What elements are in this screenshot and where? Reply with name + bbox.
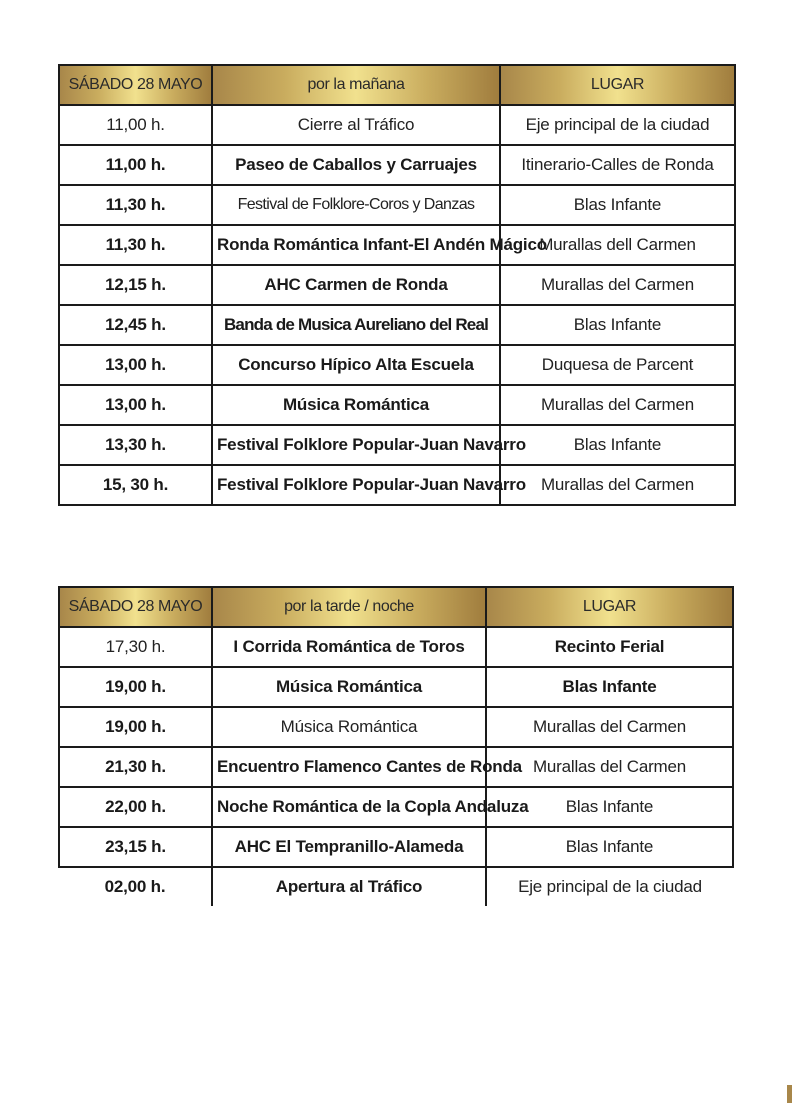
event-time: 23,15 h. [59, 827, 212, 867]
table-header-row [59, 65, 735, 105]
table-row [59, 265, 735, 305]
event-place: Murallas del Carmen [486, 707, 733, 747]
table-row [59, 385, 735, 425]
event-name: Encuentro Flamenco Cantes de Ronda [212, 747, 486, 787]
table-row [59, 707, 733, 747]
event-time: 15, 30 h. [59, 465, 212, 505]
evening-schedule-table [58, 586, 734, 906]
table-row [59, 225, 735, 265]
table-row [59, 185, 735, 225]
event-name: Música Romántica [212, 707, 486, 747]
event-place: Blas Infante [486, 827, 733, 867]
event-time: 19,00 h. [59, 667, 212, 707]
header-day: SÁBADO 28 MAYO [59, 587, 212, 627]
event-name: Apertura al Tráfico [212, 867, 486, 906]
event-name: Festival Folklore Popular-Juan Navarro [212, 465, 500, 505]
event-place: Blas Infante [500, 185, 735, 225]
table-row [59, 345, 735, 385]
event-time: 11,00 h. [59, 105, 212, 145]
event-time: 17,30 h. [59, 627, 212, 667]
event-time: 13,30 h. [59, 425, 212, 465]
event-time: 11,30 h. [59, 225, 212, 265]
header-day: SÁBADO 28 MAYO [59, 65, 212, 105]
header-place: LUGAR [500, 65, 735, 105]
event-place: Blas Infante [486, 787, 733, 827]
event-name: Banda de Musica Aureliano del Real [212, 305, 500, 345]
header-place: LUGAR [486, 587, 733, 627]
event-place: Eje principal de la ciudad [486, 867, 733, 906]
event-place: Duquesa de Parcent [500, 345, 735, 385]
table-row [59, 145, 735, 185]
event-time: 02,00 h. [59, 867, 212, 906]
event-place: Eje principal de la ciudad [500, 105, 735, 145]
event-place: Murallas dell Carmen [500, 225, 735, 265]
event-name: Cierre al Tráfico [212, 105, 500, 145]
event-name: Noche Romántica de la Copla Andaluza [212, 787, 486, 827]
table-row [59, 305, 735, 345]
event-time: 11,30 h. [59, 185, 212, 225]
event-name: AHC El Tempranillo-Alameda [212, 827, 486, 867]
event-place: Murallas del Carmen [500, 265, 735, 305]
event-name: Paseo de Caballos y Carruajes [212, 145, 500, 185]
event-place: Blas Infante [500, 425, 735, 465]
table-row [59, 627, 733, 667]
event-name: Festival de Folklore-Coros y Danzas [212, 185, 500, 225]
table-row [59, 465, 735, 505]
event-time: 13,00 h. [59, 345, 212, 385]
event-place: Murallas del Carmen [500, 385, 735, 425]
event-name: I Corrida Romántica de Toros [212, 627, 486, 667]
event-time: 19,00 h. [59, 707, 212, 747]
table-row [59, 105, 735, 145]
table-row [59, 747, 733, 787]
event-name: Música Romántica [212, 385, 500, 425]
event-time: 21,30 h. [59, 747, 212, 787]
event-name: Ronda Romántica Infant-El Andén Mágico [212, 225, 500, 265]
table-header-row [59, 587, 733, 627]
event-time: 12,15 h. [59, 265, 212, 305]
table-row [59, 667, 733, 707]
table-row [59, 425, 735, 465]
event-name: Música Romántica [212, 667, 486, 707]
event-name: Concurso Hípico Alta Escuela [212, 345, 500, 385]
table-row [59, 827, 733, 867]
page-edge-marker [787, 1085, 792, 1103]
event-name: AHC Carmen de Ronda [212, 265, 500, 305]
event-place: Murallas del Carmen [486, 747, 733, 787]
event-time: 12,45 h. [59, 305, 212, 345]
event-time: 13,00 h. [59, 385, 212, 425]
event-time: 22,00 h. [59, 787, 212, 827]
event-time: 11,00 h. [59, 145, 212, 185]
event-place: Blas Infante [500, 305, 735, 345]
header-period: por la mañana [212, 65, 500, 105]
event-place: Recinto Ferial [486, 627, 733, 667]
event-place: Itinerario-Calles de Ronda [500, 145, 735, 185]
morning-schedule-table [58, 64, 736, 506]
event-name: Festival Folklore Popular-Juan Navarro [212, 425, 500, 465]
event-place: Blas Infante [486, 667, 733, 707]
table-row [59, 867, 733, 906]
event-place: Murallas del Carmen [500, 465, 735, 505]
header-period: por la tarde / noche [212, 587, 486, 627]
table-row [59, 787, 733, 827]
